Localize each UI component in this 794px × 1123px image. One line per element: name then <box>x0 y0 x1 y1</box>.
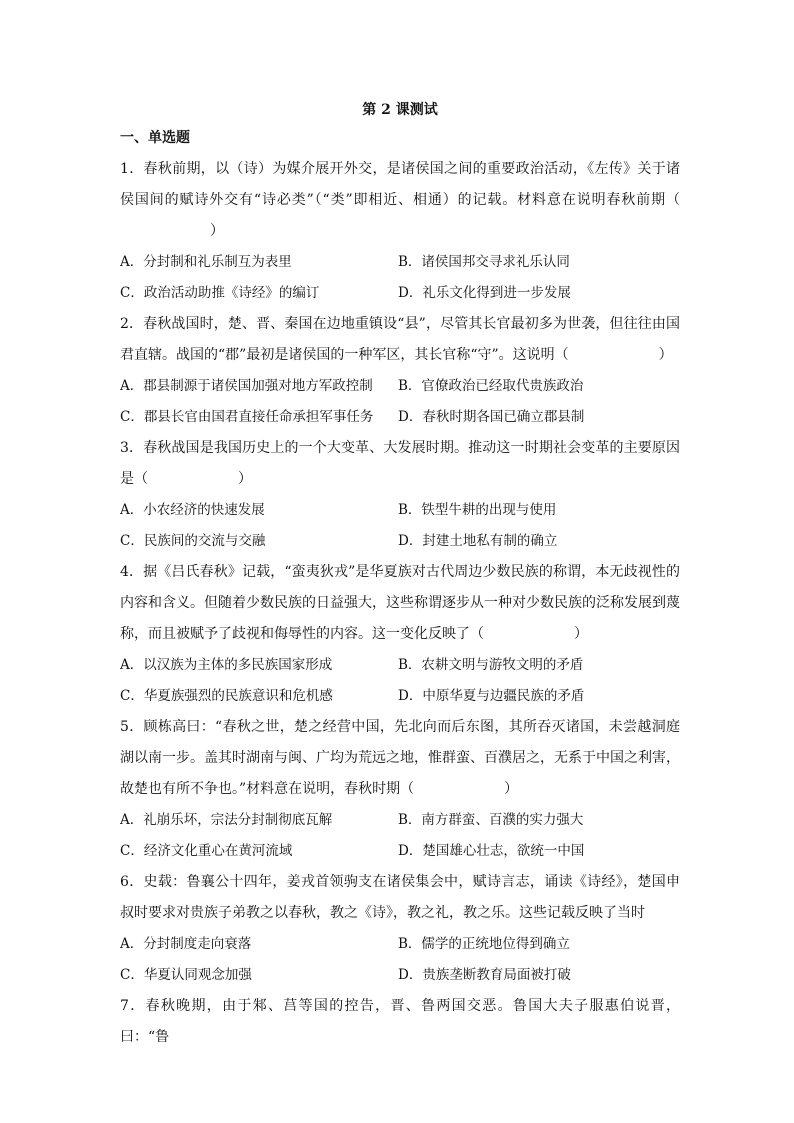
option-a: A．礼崩乐坏，宗法分封制彻底瓦解 <box>120 812 333 828</box>
options <box>120 805 680 867</box>
option-d: D．春秋时期各国已确立郡县制 <box>398 409 585 425</box>
option-d: D．封建土地私有制的确立 <box>398 533 558 549</box>
option-d: D．楚国雄心壮志，欲统一中国 <box>398 843 585 859</box>
document-page <box>120 100 680 1053</box>
option-c: C．华夏族强烈的民族意识和危机感 <box>120 688 333 704</box>
option-b: B．农耕文明与游牧文明的矛盾 <box>398 657 584 673</box>
question-stem: 6．史载：鲁襄公十四年，姜戎首领驹支在诸侯集会中，赋诗言志，诵读《诗经》，楚国申叔时要求对贵族子弟教之以春秋，教之《诗》，教之礼，教之乐。这些记载反映了当时 <box>120 874 680 921</box>
option-c: C．民族间的交流与交融 <box>120 533 266 549</box>
option-b: B．诸侯国邦交寻求礼乐认同 <box>398 254 570 270</box>
option-a: A．分封制度走向衰落 <box>120 936 252 952</box>
question-stem: 1．春秋前期，以（诗）为媒介展开外交，是诸侯国之间的重要政治活动，《左传》关于诸侯国间的赋诗外交有“诗必类”（“类”即相近、相通）的记载。材料意在说明春秋前期（） <box>120 161 680 239</box>
option-c: C．华夏认同观念加强 <box>120 967 252 983</box>
option-b: B．南方群蛮、百濮的实力强大 <box>398 812 584 828</box>
option-c: C．郡县长官由国君直接任命承担军事任务 <box>120 409 374 425</box>
option-d: D．中原华夏与边疆民族的矛盾 <box>398 688 585 704</box>
options <box>120 650 680 712</box>
question-stem: 4．据《吕氏春秋》记载，“蛮夷狄戎”是华夏族对古代周边少数民族的称谓，本无歧视性的内容和含义。但随着少数民族的日益强大，这些称谓逐步从一种对少数民族的泛称发展到蔑称，而且被赋予了歧视和侮辱性的内容。这一变化反映了（ ） <box>120 564 680 642</box>
option-a: A．分封制和礼乐制互为表里 <box>120 254 292 270</box>
question-stem: 3．春秋战国是我国历史上的一个大变革、大发展时期。推动这一时期社会变革的主要原因是（ ） <box>120 440 680 487</box>
question-stem: 7．春秋晚期，由于邾、莒等国的控告，晋、鲁两国交恶。鲁国大夫子服惠伯说晋，曰：“鲁 <box>120 998 680 1045</box>
question-3 <box>120 433 680 557</box>
option-d: D．贵族垄断教育局面被打破 <box>398 967 571 983</box>
option-a: A．小农经济的快速发展 <box>120 502 265 518</box>
option-c: C．经济文化重心在黄河流域 <box>120 843 293 859</box>
question-1 <box>120 154 680 309</box>
question-7 <box>120 991 680 1053</box>
question-6 <box>120 867 680 991</box>
option-d: D．礼乐文化得到进一步发展 <box>398 285 571 301</box>
question-4 <box>120 557 680 712</box>
document-title: 第 2 课测试 <box>362 102 438 118</box>
options <box>120 247 680 309</box>
option-a: A．郡县制源于诸侯国加强对地方军政控制 <box>120 378 373 394</box>
option-b: B．铁型牛耕的出现与使用 <box>398 502 557 518</box>
options <box>120 371 680 433</box>
question-stem: 5．顾栋高曰：“春秋之世，楚之经营中国，先北向而后东图，其所吞灭诸国，未尝越洞庭湖以南一步。盖其时湖南与闽、广均为荒远之地，惟群蛮、百濮居之，无系于中国之利害，故楚也有所不争也。”材料意在说明，春秋时期（ ） <box>120 719 680 797</box>
option-b: B．官僚政治已经取代贵族政治 <box>398 378 584 394</box>
options <box>120 929 680 991</box>
question-2 <box>120 309 680 433</box>
option-b: B．儒学的正统地位得到确立 <box>398 936 570 952</box>
question-stem: 2．春秋战国时，楚、晋、秦国在边地重镇设“县”，尽管其长官最初多为世袭，但往往由国君直辖。战国的“郡”最初是诸侯国的一种军区，其长官称“守”。这说明（ ） <box>120 316 680 363</box>
option-a: A．以汉族为主体的多民族国家形成 <box>120 657 333 673</box>
question-5 <box>120 712 680 867</box>
section-heading: 一、单选题 <box>120 130 190 146</box>
options <box>120 495 680 557</box>
option-c: C．政治活动助推《诗经》的编订 <box>120 285 320 301</box>
